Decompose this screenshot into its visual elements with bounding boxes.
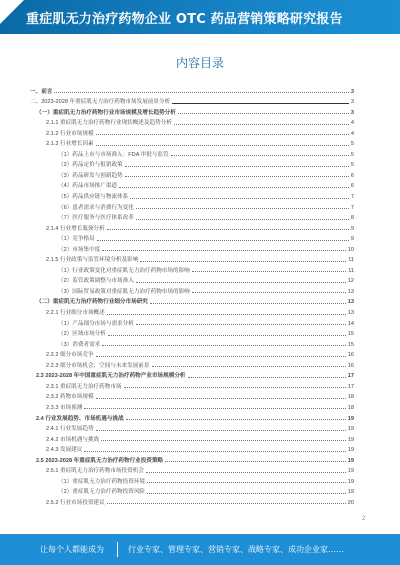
toc-leader-dots: [130, 198, 349, 199]
toc-entry[interactable]: [30, 126, 354, 137]
toc-entry-label: （3）国际贸易政策对重症肌无力治疗药物市场的影响: [58, 288, 190, 295]
toc-entry-label: 2.3.1 重症肌无力治疗药物市场: [46, 383, 122, 390]
toc-leader-dots: [84, 408, 345, 409]
toc-entry-page: 17: [347, 373, 354, 380]
toc-leader-dots: [152, 366, 346, 367]
toc-heading: 内容目录: [175, 56, 224, 70]
toc-entry[interactable]: [30, 358, 354, 369]
toc-entry[interactable]: [30, 284, 354, 295]
toc-entry[interactable]: [30, 168, 354, 179]
toc-entry[interactable]: [30, 495, 354, 506]
toc-entry[interactable]: [30, 200, 354, 211]
toc-leader-dots: [174, 124, 349, 125]
toc-entry-label: 二、2023-2028 年重症肌无力治疗药物市场发展前景分析: [30, 99, 171, 106]
toc-entry-label: 2.3.3 市场预测: [46, 404, 83, 411]
toc-leader-dots: [147, 482, 346, 483]
toc-entry-page: 17: [347, 383, 354, 390]
toc-leader-dots: [101, 440, 346, 441]
toc-entry[interactable]: [30, 84, 354, 95]
table-of-contents: [30, 84, 354, 506]
toc-entry-page: 6: [350, 183, 354, 190]
toc-entry-page: 6: [350, 172, 354, 179]
toc-entry[interactable]: [30, 253, 354, 264]
toc-leader-dots: [108, 335, 346, 336]
toc-leader-dots: [146, 472, 346, 473]
toc-leader-dots: [136, 208, 349, 209]
toc-leader-dots: [192, 292, 346, 293]
toc-entry[interactable]: [30, 369, 354, 380]
toc-entry[interactable]: [30, 474, 354, 485]
toc-entry[interactable]: [30, 348, 354, 359]
toc-entry-label: （1）产品细分市场与需求分析: [58, 320, 134, 327]
toc-entry[interactable]: [30, 411, 354, 422]
report-title: 重症肌无力治疗药物企业 OTC 药品营销策略研究报告: [26, 12, 343, 27]
toc-entry-page: 19: [347, 468, 354, 475]
toc-entry-page: 19: [347, 489, 354, 496]
toc-entry-page: 14: [347, 320, 354, 327]
toc-entry[interactable]: [30, 232, 354, 243]
toc-entry[interactable]: [30, 464, 354, 475]
toc-entry[interactable]: [30, 295, 354, 306]
toc-entry-label: （1）竞争格局: [58, 236, 95, 243]
footer-slogan: 让每个人都能成为: [40, 545, 104, 554]
toc-entry-page: 3: [350, 99, 354, 106]
toc-entry[interactable]: [30, 390, 354, 401]
toc-entry-label: （7）医疗服务与医疗体系改革: [58, 215, 134, 222]
toc-entry[interactable]: [30, 158, 354, 169]
toc-entry[interactable]: [30, 400, 354, 411]
corner-decoration: [0, 0, 24, 24]
toc-entry-page: 4: [350, 130, 354, 137]
toc-entry-page: 7: [350, 194, 354, 201]
toc-entry[interactable]: [30, 432, 354, 443]
toc-entry-page: 16: [347, 352, 354, 359]
toc-entry-page: 5: [350, 162, 354, 169]
toc-entry-label: （1）药品上市与市场准入：FDA 审批与监管: [58, 151, 169, 158]
footer-divider: [117, 542, 118, 557]
page-number: 2: [362, 516, 366, 522]
toc-entry[interactable]: [30, 189, 354, 200]
toc-entry-label: （2）监管政策调整与市场准入: [58, 278, 134, 285]
report-header-banner: [0, 0, 400, 34]
toc-leader-dots: [96, 134, 349, 135]
toc-entry-label: 2.4.3 发展建议: [46, 447, 83, 454]
toc-entry[interactable]: [30, 327, 354, 338]
toc-entry[interactable]: [30, 179, 354, 190]
toc-entry-label: （5）药品供应链与物流体系: [58, 194, 129, 201]
toc-entry-label: 2.1.2 行业市场规模: [46, 130, 94, 137]
toc-entry-label: 2.5 2023-2028 年重症肌无力治疗药物行业投资策略: [36, 457, 164, 464]
toc-entry-page: 9: [350, 225, 354, 232]
toc-entry-label: 2.2.1 行业细分市场概述: [46, 310, 105, 317]
toc-leader-dots: [125, 166, 349, 167]
toc-leader-dots: [192, 271, 346, 272]
toc-leader-dots: [125, 176, 349, 177]
toc-leader-dots: [124, 387, 346, 388]
toc-entry-page: 5: [350, 151, 354, 158]
toc-leader-dots: [136, 282, 346, 283]
toc-leader-dots: [140, 261, 346, 262]
toc-entry-page: 11: [348, 257, 354, 264]
toc-entry-label: （1）重症肌无力治疗药物投资环境: [58, 478, 146, 485]
toc-entry-label: 2.5.2 行业市场投资建议: [46, 499, 105, 506]
toc-entry-label: 2.2.3 细分市场机会、空间与未来发展前景: [46, 362, 150, 369]
toc-leader-dots: [84, 451, 345, 452]
toc-entry-label: 2.1.1 重症肌无力治疗药物行业现状概述及趋势分析: [46, 120, 172, 127]
toc-entry-label: 2.3 2023-2028 年中国重症肌无力治疗药物产业市场规模分析: [36, 373, 186, 380]
toc-entry-page: 20: [347, 499, 354, 506]
toc-entry[interactable]: [30, 211, 354, 222]
toc-entry-page: 12: [347, 278, 354, 285]
toc-leader-dots: [136, 219, 349, 220]
toc-entry[interactable]: [30, 105, 354, 116]
toc-entry[interactable]: [30, 379, 354, 390]
toc-entry[interactable]: [30, 422, 354, 433]
toc-entry-label: （一）重症肌无力治疗药物行业市场规模及增长趋势分析: [36, 109, 176, 116]
toc-entry-label: 2.1.3 行业增长因素: [46, 141, 94, 148]
footer-banner: [0, 534, 400, 565]
toc-entry-page: 15: [347, 331, 354, 338]
toc-entry-label: 2.1.4 行业增长瓶颈分析: [46, 225, 105, 232]
toc-entry-page: 19: [347, 415, 354, 422]
toc-entry-page: 19: [347, 436, 354, 443]
toc-entry-label: 2.4.2 市场机遇与挑战: [46, 436, 100, 443]
toc-entry-page: 9: [350, 236, 354, 243]
toc-entry[interactable]: [30, 337, 354, 348]
toc-leader-dots: [171, 155, 349, 156]
toc-entry-page: 19: [347, 457, 354, 464]
toc-entry[interactable]: [30, 274, 354, 285]
toc-entry-page: 8: [350, 215, 354, 222]
toc-leader-dots: [102, 345, 345, 346]
toc-leader-dots: [150, 303, 346, 304]
toc-entry-page: 18: [347, 394, 354, 401]
toc-entry-label: 2.5.1 重症肌无力治疗药物市场投资机会: [46, 468, 144, 475]
toc-entry-page: 19: [347, 426, 354, 433]
toc-entry[interactable]: [30, 316, 354, 327]
toc-leader-dots: [96, 398, 346, 399]
toc-entry-label: （2）市场集中度: [58, 246, 101, 253]
toc-entry[interactable]: [30, 147, 354, 158]
toc-entry-page: 3: [350, 109, 354, 116]
toc-entry[interactable]: [30, 485, 354, 496]
toc-leader-dots: [96, 430, 346, 431]
toc-leader-dots: [102, 250, 345, 251]
toc-entry-label: （2）重症肌无力治疗药物投资风险: [58, 489, 146, 496]
toc-entry-label: （2）药品定价与报销政策: [58, 162, 123, 169]
toc-entry[interactable]: [30, 221, 354, 232]
toc-leader-dots: [178, 113, 349, 114]
toc-entry[interactable]: [30, 242, 354, 253]
toc-leader-dots: [54, 92, 348, 93]
toc-leader-dots: [126, 419, 346, 420]
toc-leader-dots: [96, 145, 349, 146]
toc-entry-label: 2.4 行业发展趋势、市场机遇与挑战: [36, 415, 124, 422]
toc-entry-page: 18: [347, 404, 354, 411]
toc-entry-label: （6）患者需求与消费行为变化: [58, 204, 134, 211]
toc-entry[interactable]: [30, 263, 354, 274]
toc-entry-page: 13: [347, 310, 354, 317]
toc-entry-page: 13: [347, 288, 354, 295]
toc-entry[interactable]: [30, 453, 354, 464]
toc-entry-page: 19: [347, 447, 354, 454]
toc-entry-label: 2.3.2 药物市场规模: [46, 394, 94, 401]
toc-entry-page: 11: [348, 267, 354, 274]
toc-leader-dots: [172, 103, 349, 104]
toc-entry-label: （4）药品市场推广渠道: [58, 183, 118, 190]
toc-entry-page: 7: [350, 204, 354, 211]
toc-leader-dots: [107, 229, 349, 230]
toc-entry[interactable]: [30, 305, 354, 316]
toc-entry-label: （3）消费者需求: [58, 341, 101, 348]
toc-leader-dots: [188, 377, 346, 378]
toc-entry-label: 2.4.1 行业发展趋势: [46, 426, 94, 433]
toc-entry-label: （3）药品研发与创新趋势: [58, 172, 123, 179]
toc-entry-page: 5: [350, 141, 354, 148]
toc-leader-dots: [97, 240, 349, 241]
toc-leader-dots: [136, 324, 346, 325]
toc-leader-dots: [165, 461, 346, 462]
toc-entry-page: 16: [347, 362, 354, 369]
toc-entry-page: 4: [350, 120, 354, 127]
toc-entry-label: 一、前言: [30, 88, 53, 95]
toc-entry-label: （1）行业政策变化对重症肌无力治疗药物市场的影响: [58, 267, 190, 274]
toc-entry[interactable]: [30, 116, 354, 127]
toc-entry-page: 19: [347, 478, 354, 485]
toc-leader-dots: [147, 493, 346, 494]
toc-entry-page: 15: [347, 341, 354, 348]
toc-entry-page: 3: [350, 88, 354, 95]
toc-entry[interactable]: [30, 137, 354, 148]
toc-entry-label: （二）重症肌无力治疗药物行业细分市场研究: [36, 299, 148, 306]
toc-entry-page: 13: [347, 299, 354, 306]
toc-entry-label: 2.2.2 细分市场竞争: [46, 352, 94, 359]
toc-leader-dots: [107, 503, 346, 504]
toc-leader-dots: [107, 314, 346, 315]
footer-tagline: 行业专家、管理专家、营销专家、战略专家、成功企业家……: [128, 545, 344, 554]
toc-entry[interactable]: [30, 443, 354, 454]
toc-entry[interactable]: [30, 95, 354, 106]
toc-entry-page: 10: [347, 246, 354, 253]
toc-entry-label: （2）区域市场分析: [58, 331, 106, 338]
toc-entry-label: 2.1.5 行业政策与监管环境分析及影响: [46, 257, 139, 264]
toc-leader-dots: [119, 187, 349, 188]
toc-leader-dots: [96, 356, 346, 357]
